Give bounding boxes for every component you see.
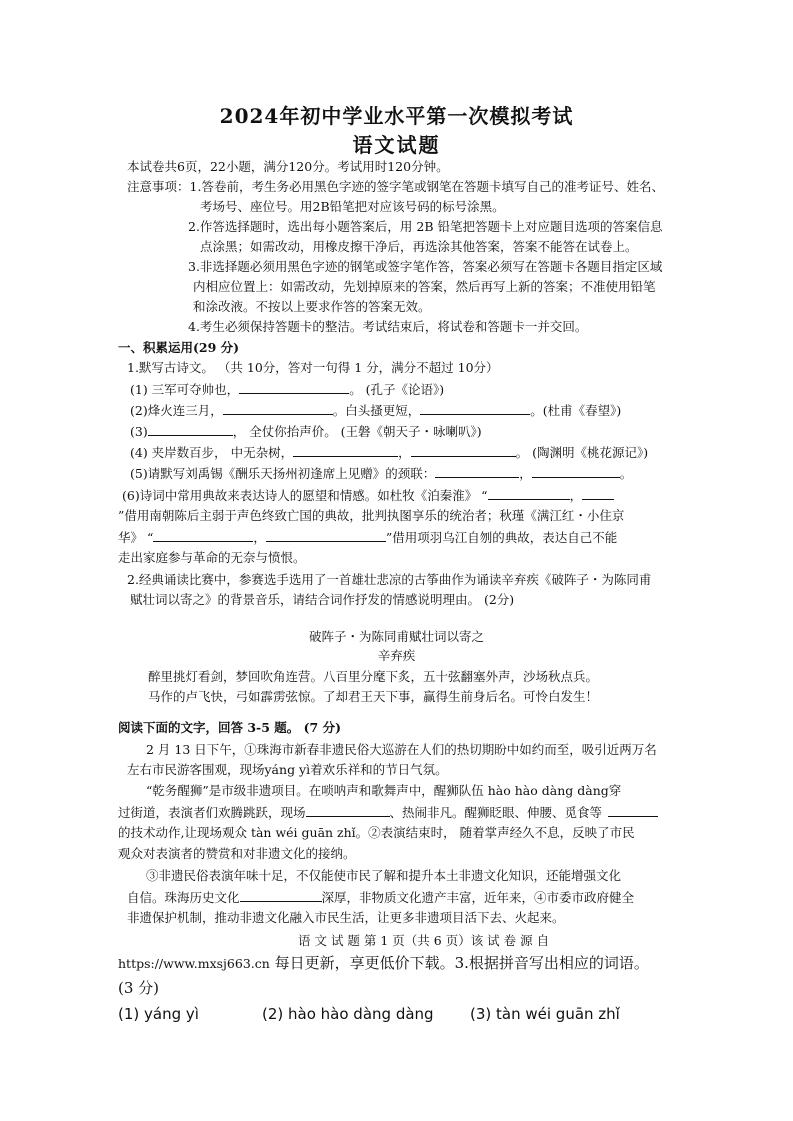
notes-line-1 (127, 178, 664, 196)
q1-item-4 (130, 443, 648, 462)
answer-blank[interactable] (239, 380, 349, 394)
poem-title: 破阵子・为陈同甫赋壮词以寄之 (308, 629, 484, 644)
reading-p1-b: 左右市民游客围观，现场yáng yì着欢乐祥和的节日气氛。 (127, 762, 448, 777)
q1-item-1 (130, 380, 444, 399)
answer-blank[interactable] (532, 464, 620, 478)
note-3a: 3.非选择题必须用黑色字迹的钢笔或签字笔作答，答案必须写在答题卡各题目指定区域 (188, 259, 663, 274)
q1-item-2 (130, 401, 621, 420)
reading-p2-d: 的技术动作,让现场观众 tàn wéi guān zhǐ。②表演结束时， 随着掌声经久不息，反映了市民 (118, 825, 635, 840)
q1-3-text-b: ， 全仗你抬声价。 (王磐《朝天子・咏喇叭》) (232, 424, 482, 439)
answer-blank[interactable] (153, 528, 253, 542)
exam-title: 2024年初中学业水平第一次模拟考试 (219, 104, 574, 128)
exam-subtitle: 语文试题 (352, 133, 441, 157)
reading-p3-a: ③非遗民俗表演年味十足，不仅能使市民了解和提升本土非遗文化知识，还能增强文化 (146, 868, 622, 883)
answer-blank[interactable] (266, 528, 386, 542)
reading-p3-b: 自信。珠海历史文化 (127, 890, 240, 905)
q1-6-text-d: 华》 “ (118, 530, 154, 545)
answer-blank[interactable] (435, 464, 519, 478)
q1-4-text-b: ， (398, 445, 411, 460)
page-footer: 语 文 试 题 第 1 页（共 6 页）该 试 卷 源 自 (298, 933, 550, 948)
q1-5-text-c: 。 (619, 466, 633, 481)
note-3c: 和涂改液。不按以上要求作答的答案无效。 (193, 299, 431, 314)
q1-5-text-b: ， (519, 466, 532, 481)
q1-1-text-a: (1) 三军可夺帅也， (130, 382, 240, 397)
q1-item-5 (130, 464, 632, 483)
reading-p3-c: 深厚，非物质文化遗产丰富，近年来，④市委市政府健全 (321, 890, 635, 905)
source-ad-text: 每日更新，享更低价下载。3.根据拼音写出相应的词语。 (269, 954, 649, 972)
answer-blank[interactable] (240, 888, 322, 902)
notes-label: 注意事项： (127, 179, 190, 194)
note-2a: 2.作答选择题时，选出每小题答案后，用 2B 铅笔把答题卡上对应题目选项的答案信息 (188, 219, 663, 234)
note-3b: 内相应位置上：如需改动，先划掉原来的答案，然后再写上新的答案；不准使用铅笔 (193, 279, 656, 294)
q1-6-text-a: (6)诗词中常用典故来表达诗人的愿望和情感。如杜牧《泊秦淮》 “ (122, 488, 488, 503)
q1-3-text-a: (3) (130, 424, 148, 439)
answer-blank[interactable] (148, 422, 233, 436)
pinyin-2: (2) hào hào dàng dàng (262, 1005, 434, 1023)
q1-2-text-b: 。白头搔更短， (332, 403, 421, 418)
note-1b: 考场号、座位号。用2B铅笔把对应该号码的标号涂黑。 (200, 199, 505, 214)
source-url[interactable]: https://www.mxsj663.cn (118, 956, 270, 971)
poem-line-2: 马作的卢飞快，弓如霹雳弦惊。了却君王天下事，赢得生前身后名。可怜白发生！ (148, 689, 599, 704)
reading-p2-a: “乾务醒狮”是市级非遗项目。在唢呐声和歌舞声中，醒狮队伍 hào hào dàng dàng穿 (146, 783, 622, 798)
q1-6-text-e: ， (253, 530, 266, 545)
q1-2-text-a: (2)烽火连三月， (130, 403, 223, 418)
q1-5-text-a: (5)请默写刘禹锡《酬乐天扬州初逢席上见赠》的颈联： (130, 466, 436, 481)
pinyin-3: (3) tàn wéi guān zhǐ (470, 1005, 620, 1023)
q1-item-6-line1 (122, 486, 614, 505)
note-4: 4.考生必须保持答题卡的整洁。考试结束后，将试卷和答题卡一并交回。 (188, 319, 588, 334)
reading-p2-e: 观众对表演者的赞赏和对非遗文化的接纳。 (118, 846, 356, 861)
q1-6-text-g: 走出家庭参与革命的无奈与愤恨。 (118, 550, 306, 565)
q1-item-6-line3 (118, 528, 617, 547)
reading-heading: 阅读下面的文字，回答 3-5 题。 (7 分) (118, 720, 342, 735)
answer-blank[interactable] (306, 803, 390, 817)
reading-p2-c: 、热闹非凡。醒狮眨眼、伸腰、觅食等 (389, 805, 603, 820)
pinyin-1: (1) yáng yì (118, 1005, 199, 1023)
q2-line2: 赋壮词以寄之》的背景音乐，请结合词作抒发的情感说明理由。 (2分) (130, 592, 515, 607)
q1-intro: 1.默写古诗文。 （共 10分，答对一句得 1 分，满分不超过 10分） (127, 360, 499, 375)
note-2b: 点涂黑；如需改动，用橡皮擦干净后，再选涂其他答案，答案不能答在试卷上。 (200, 239, 638, 254)
answer-blank[interactable] (582, 486, 614, 500)
q1-6-text-b: ， (569, 488, 583, 503)
reading-p2-b: 过街道，表演者们欢腾跳跃，现场 (118, 805, 306, 820)
q1-4-text-c: 。 (陶渊明《桃花源记》) (515, 445, 649, 460)
answer-blank[interactable] (420, 401, 530, 415)
answer-blank[interactable] (293, 443, 398, 457)
q2-line1: 2.经典诵读比赛中，参赛选手选用了一首雄壮悲凉的古筝曲作为诵读辛弃疾《破阵子・为陈同甫 (127, 572, 652, 587)
q3-score: (3 分) (118, 979, 160, 997)
q1-1-text-b: 。 (孔子《论语》) (349, 382, 445, 397)
exam-overview: 本试卷共6页，22小题，满分120分。考试用时120分钟。 (127, 159, 449, 174)
poem-line-1: 醉里挑灯看剑，梦回吹角连营。八百里分麾下炙，五十弦翻塞外声，沙场秋点兵。 (148, 669, 599, 684)
note-1a: 1.答卷前，考生务必用黑色字迹的签字笔或钢笔在答题卡填写自己的准考证号、姓名、 (189, 179, 664, 194)
reading-p1-a: 2 月 13 日下午，①珠海市新春非遗民俗大巡游在人们的热切期盼中如约而至，吸引近两万名 (146, 742, 657, 757)
answer-blank[interactable] (411, 443, 516, 457)
q1-4-text-a: (4) 夹岸数百步， 中无杂树， (130, 445, 294, 460)
reading-p3-line2 (127, 888, 634, 907)
reading-p2-line2 (118, 803, 658, 822)
q1-item-3 (130, 422, 482, 441)
source-line (118, 952, 649, 975)
poem-author: 辛弃疾 (377, 648, 416, 663)
q1-6-text-f: ”借用项羽乌江自刎的典故，表达自己不能 (385, 530, 618, 545)
answer-blank[interactable] (223, 401, 333, 415)
reading-p3-d: 非遗保护机制，推动非遗文化融入市民生活，让更多非遗项目活下去、火起来。 (127, 910, 565, 925)
q1-2-text-c: 。(杜甫《春望》) (530, 403, 622, 418)
section1-heading: 一、积累运用(29 分) (118, 340, 240, 355)
q1-6-text-c: ”借用南朝陈后主弱于声色终致亡国的典故，批判执图享乐的统治者；秋瑾《满江红・小住京 (118, 508, 625, 523)
answer-blank[interactable] (608, 803, 658, 817)
answer-blank[interactable] (488, 486, 570, 500)
